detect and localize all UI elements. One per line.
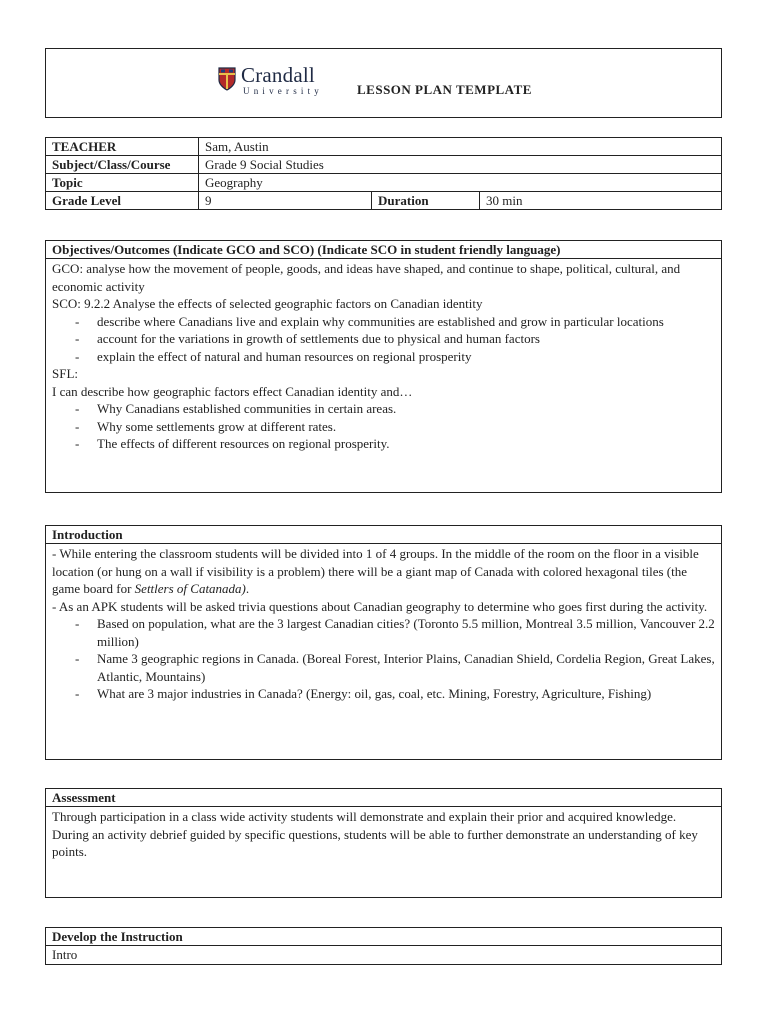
sfl-label: SFL: xyxy=(52,366,79,381)
crandall-logo xyxy=(218,63,336,100)
table-row xyxy=(46,174,722,192)
topic-value: Geography xyxy=(199,174,722,192)
list-item: - What are 3 major industries in Canada? (Energy: oil, gas, coal, etc. Mining, Forestry, Agriculture, Fishing) xyxy=(97,685,715,703)
objectives-title: Objectives/Outcomes (Indicate GCO and SCO) (Indicate SCO in student friendly language) xyxy=(46,241,721,259)
grade-level-value: 9 xyxy=(199,192,372,210)
introduction-title: Introduction xyxy=(46,526,721,544)
shield-icon xyxy=(218,67,236,91)
duration-value: 30 min xyxy=(480,192,722,210)
objectives-section xyxy=(45,240,722,493)
teacher-value: Sam, Austin xyxy=(199,138,722,156)
subject-value: Grade 9 Social Studies xyxy=(199,156,722,174)
develop-instruction-section xyxy=(45,927,722,965)
grade-level-label: Grade Level xyxy=(46,192,199,210)
list-item: - account for the variations in growth of settlements due to physical and human factors xyxy=(97,330,715,348)
table-row xyxy=(46,192,722,210)
list-item: - explain the effect of natural and human resources on regional prosperity xyxy=(97,348,715,366)
list-item: - Name 3 geographic regions in Canada. (Boreal Forest, Interior Plains, Canadian Shield, Cordelia Region, Great Lakes, Atlantic, Mountains) xyxy=(97,650,715,685)
table-row xyxy=(46,156,722,174)
list-item: - Why some settlements grow at different rates. xyxy=(97,418,715,436)
assessment-title: Assessment xyxy=(46,789,721,807)
list-item: - describe where Canadians live and explain why communities are established and grow in particular locations xyxy=(97,313,715,331)
list-item: - Based on population, what are the 3 largest Canadian cities? (Toronto 5.5 million, Montreal 3.5 million, Vancouver 2.2 million) xyxy=(97,615,715,650)
duration-label: Duration xyxy=(372,192,480,210)
logo-wordmark: Crandall xyxy=(241,63,315,87)
lesson-info-table xyxy=(45,137,722,210)
develop-title: Develop the Instruction xyxy=(46,928,721,946)
intro-paragraph-1: - While entering the classroom students will be divided into 1 of 4 groups. In the middle of the room on the floor in a visible location (or hung on a wall if visibility is a problem) there will be a giant map of Canada with colored hexagonal tiles (the game board for Settlers of Catanada). xyxy=(52,546,699,596)
subject-label: Subject/Class/Course xyxy=(46,156,199,174)
introduction-section xyxy=(45,525,722,760)
sco-text: SCO: 9.2.2 Analyse the effects of selected geographic factors on Canadian identity xyxy=(52,296,483,311)
gco-text: GCO: analyse how the movement of people, goods, and ideas have shaped, and continue to shape, political, cultural, and economic activity xyxy=(52,261,681,294)
topic-label: Topic xyxy=(46,174,199,192)
list-item: - The effects of different resources on regional prosperity. xyxy=(97,435,715,453)
assessment-text: Through participation in a class wide activity students will demonstrate and explain their prior and acquired knowledge. During an activity debrief guided by specific questions, students will be able to further demonstrate an understanding of key points. xyxy=(52,809,698,859)
list-item: - Why Canadians established communities in certain areas. xyxy=(97,400,715,418)
document-header xyxy=(45,48,722,118)
game-title: Settlers of Catanada) xyxy=(134,581,246,596)
logo-subtitle: University xyxy=(243,86,323,96)
teacher-label: TEACHER xyxy=(46,138,199,156)
sfl-list xyxy=(52,400,715,453)
document-title: LESSON PLAN TEMPLATE xyxy=(357,82,532,97)
sfl-intro: I can describe how geographic factors effect Canadian identity and… xyxy=(52,383,413,399)
intro-paragraph-2: - As an APK students will be asked trivia questions about Canadian geography to determine who goes first during the activity. xyxy=(52,598,708,614)
sco-list xyxy=(52,313,715,366)
assessment-section xyxy=(45,788,722,898)
trivia-list xyxy=(52,615,715,703)
table-row xyxy=(46,138,722,156)
develop-text: Intro xyxy=(52,947,78,962)
